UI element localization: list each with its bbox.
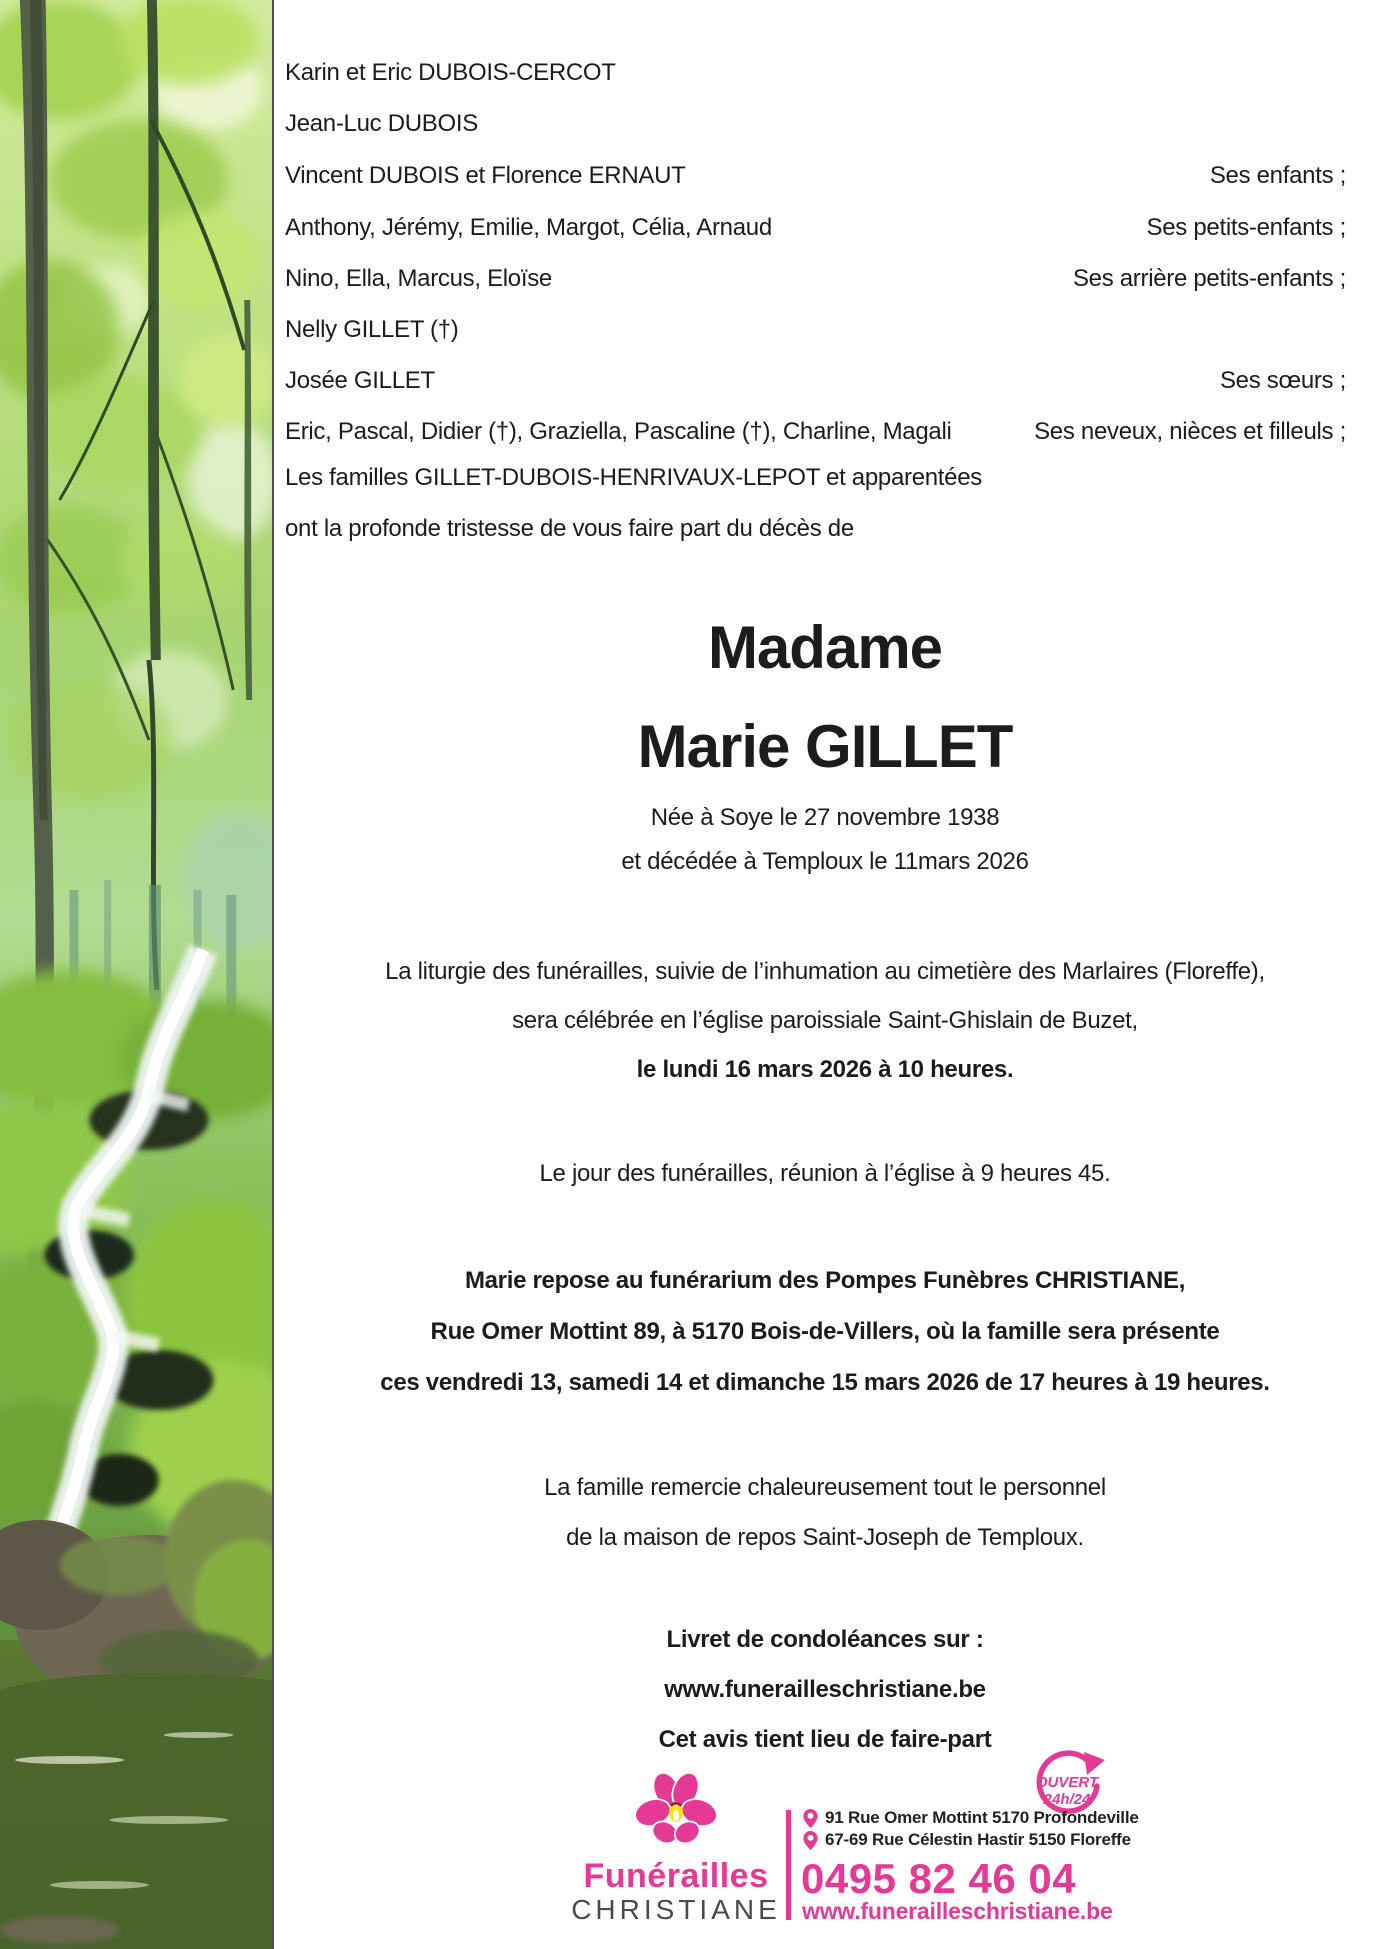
family-row: [285, 162, 1346, 190]
family-names: Anthony, Jérémy, Emilie, Margot, Célia, Arnaud: [285, 214, 772, 241]
repose-line: Rue Omer Mottint 89, à 5170 Bois-de-Villers, où la famille sera présente: [430, 1318, 1220, 1345]
family-row: [285, 59, 1346, 87]
family-row: [285, 418, 1346, 446]
family-row: [285, 367, 1346, 395]
ceremony-line: sera célébrée en l’église paroissiale Saint-Ghislain de Buzet,: [512, 1007, 1138, 1034]
address-row: [803, 1808, 1139, 1828]
brand-name-bottom: CHRISTIANE: [571, 1894, 781, 1925]
family-row: [285, 265, 1346, 293]
relation-label: Ses enfants ;: [1209, 162, 1346, 189]
forest-stream-photo: [0, 0, 274, 1949]
deceased-name: Marie GILLET: [637, 713, 1013, 780]
deceased-birth-line: Née à Soye le 27 novembre 1938: [650, 804, 1000, 831]
map-pin-icon: [803, 1809, 818, 1828]
orchid-flower-icon: [633, 1766, 719, 1854]
condolences-label: Livret de condoléances sur :: [666, 1626, 984, 1653]
deceased-death-line: et décédée à Temploux le 11mars 2026: [621, 848, 1029, 875]
family-names: Nelly GILLET (†): [285, 316, 459, 343]
relation-label: Ses petits-enfants ;: [1146, 214, 1346, 241]
footer-divider: [786, 1810, 791, 1920]
meeting-line: Le jour des funérailles, réunion à l’église à 9 heures 45.: [539, 1160, 1111, 1187]
faire-part-notice: Cet avis tient lieu de faire-part: [658, 1726, 992, 1753]
ceremony-line: La liturgie des funérailles, suivie de l’inhumation au cimetière des Marlaires (Floreffe),: [385, 958, 1265, 985]
address-text: 91 Rue Omer Mottint 5170 Profondeville: [825, 1808, 1139, 1827]
relation-label: Ses arrière petits-enfants ;: [1072, 265, 1346, 292]
badge-text-top: OUVERT: [1035, 1774, 1099, 1791]
family-names: Eric, Pascal, Didier (†), Graziella, Pascaline (†), Charline, Magali: [285, 418, 952, 445]
thanks-line: La famille remercie chaleureusement tout le personnel: [544, 1474, 1106, 1501]
announcement-line: ont la profonde tristesse de vous faire part du décès de: [285, 515, 854, 542]
brand-name-top: Funérailles: [583, 1857, 769, 1895]
family-names: Vincent DUBOIS et Florence ERNAUT: [285, 162, 686, 189]
relation-label: Ses neveux, nièces et filleuls ;: [1034, 418, 1346, 445]
announcement-line: Les familles GILLET-DUBOIS-HENRIVAUX-LEPOT et apparentées: [285, 464, 982, 491]
family-row: [285, 110, 1346, 138]
badge-text-bottom: 24h/24: [1043, 1791, 1091, 1808]
family-row: [285, 316, 1346, 344]
address-text: 67-69 Rue Célestin Hastir 5150 Floreffe: [825, 1830, 1131, 1849]
family-names: Josée GILLET: [285, 367, 435, 394]
phone-number: 0495 82 46 04: [801, 1855, 1077, 1902]
family-row: [285, 214, 1346, 242]
family-names: Karin et Eric DUBOIS-CERCOT: [285, 59, 616, 86]
map-pin-icon: [803, 1831, 818, 1850]
deceased-title: Madame: [707, 614, 943, 681]
relation-label: Ses sœurs ;: [1219, 367, 1346, 394]
address-row: [803, 1830, 1131, 1850]
thanks-line: de la maison de repos Saint-Joseph de Temploux.: [566, 1524, 1084, 1551]
repose-line: Marie repose au funérarium des Pompes Funèbres CHRISTIANE,: [464, 1267, 1186, 1294]
repose-line: ces vendredi 13, samedi 14 et dimanche 15 mars 2026 de 17 heures à 19 heures.: [380, 1369, 1270, 1396]
family-names: Jean-Luc DUBOIS: [285, 110, 478, 137]
footer-website: www.funerailleschristiane.be: [802, 1898, 1113, 1924]
family-names: Nino, Ella, Marcus, Eloïse: [285, 265, 552, 292]
condolences-website: www.funerailleschristiane.be: [664, 1676, 986, 1703]
ceremony-date-line: le lundi 16 mars 2026 à 10 heures.: [636, 1056, 1014, 1083]
